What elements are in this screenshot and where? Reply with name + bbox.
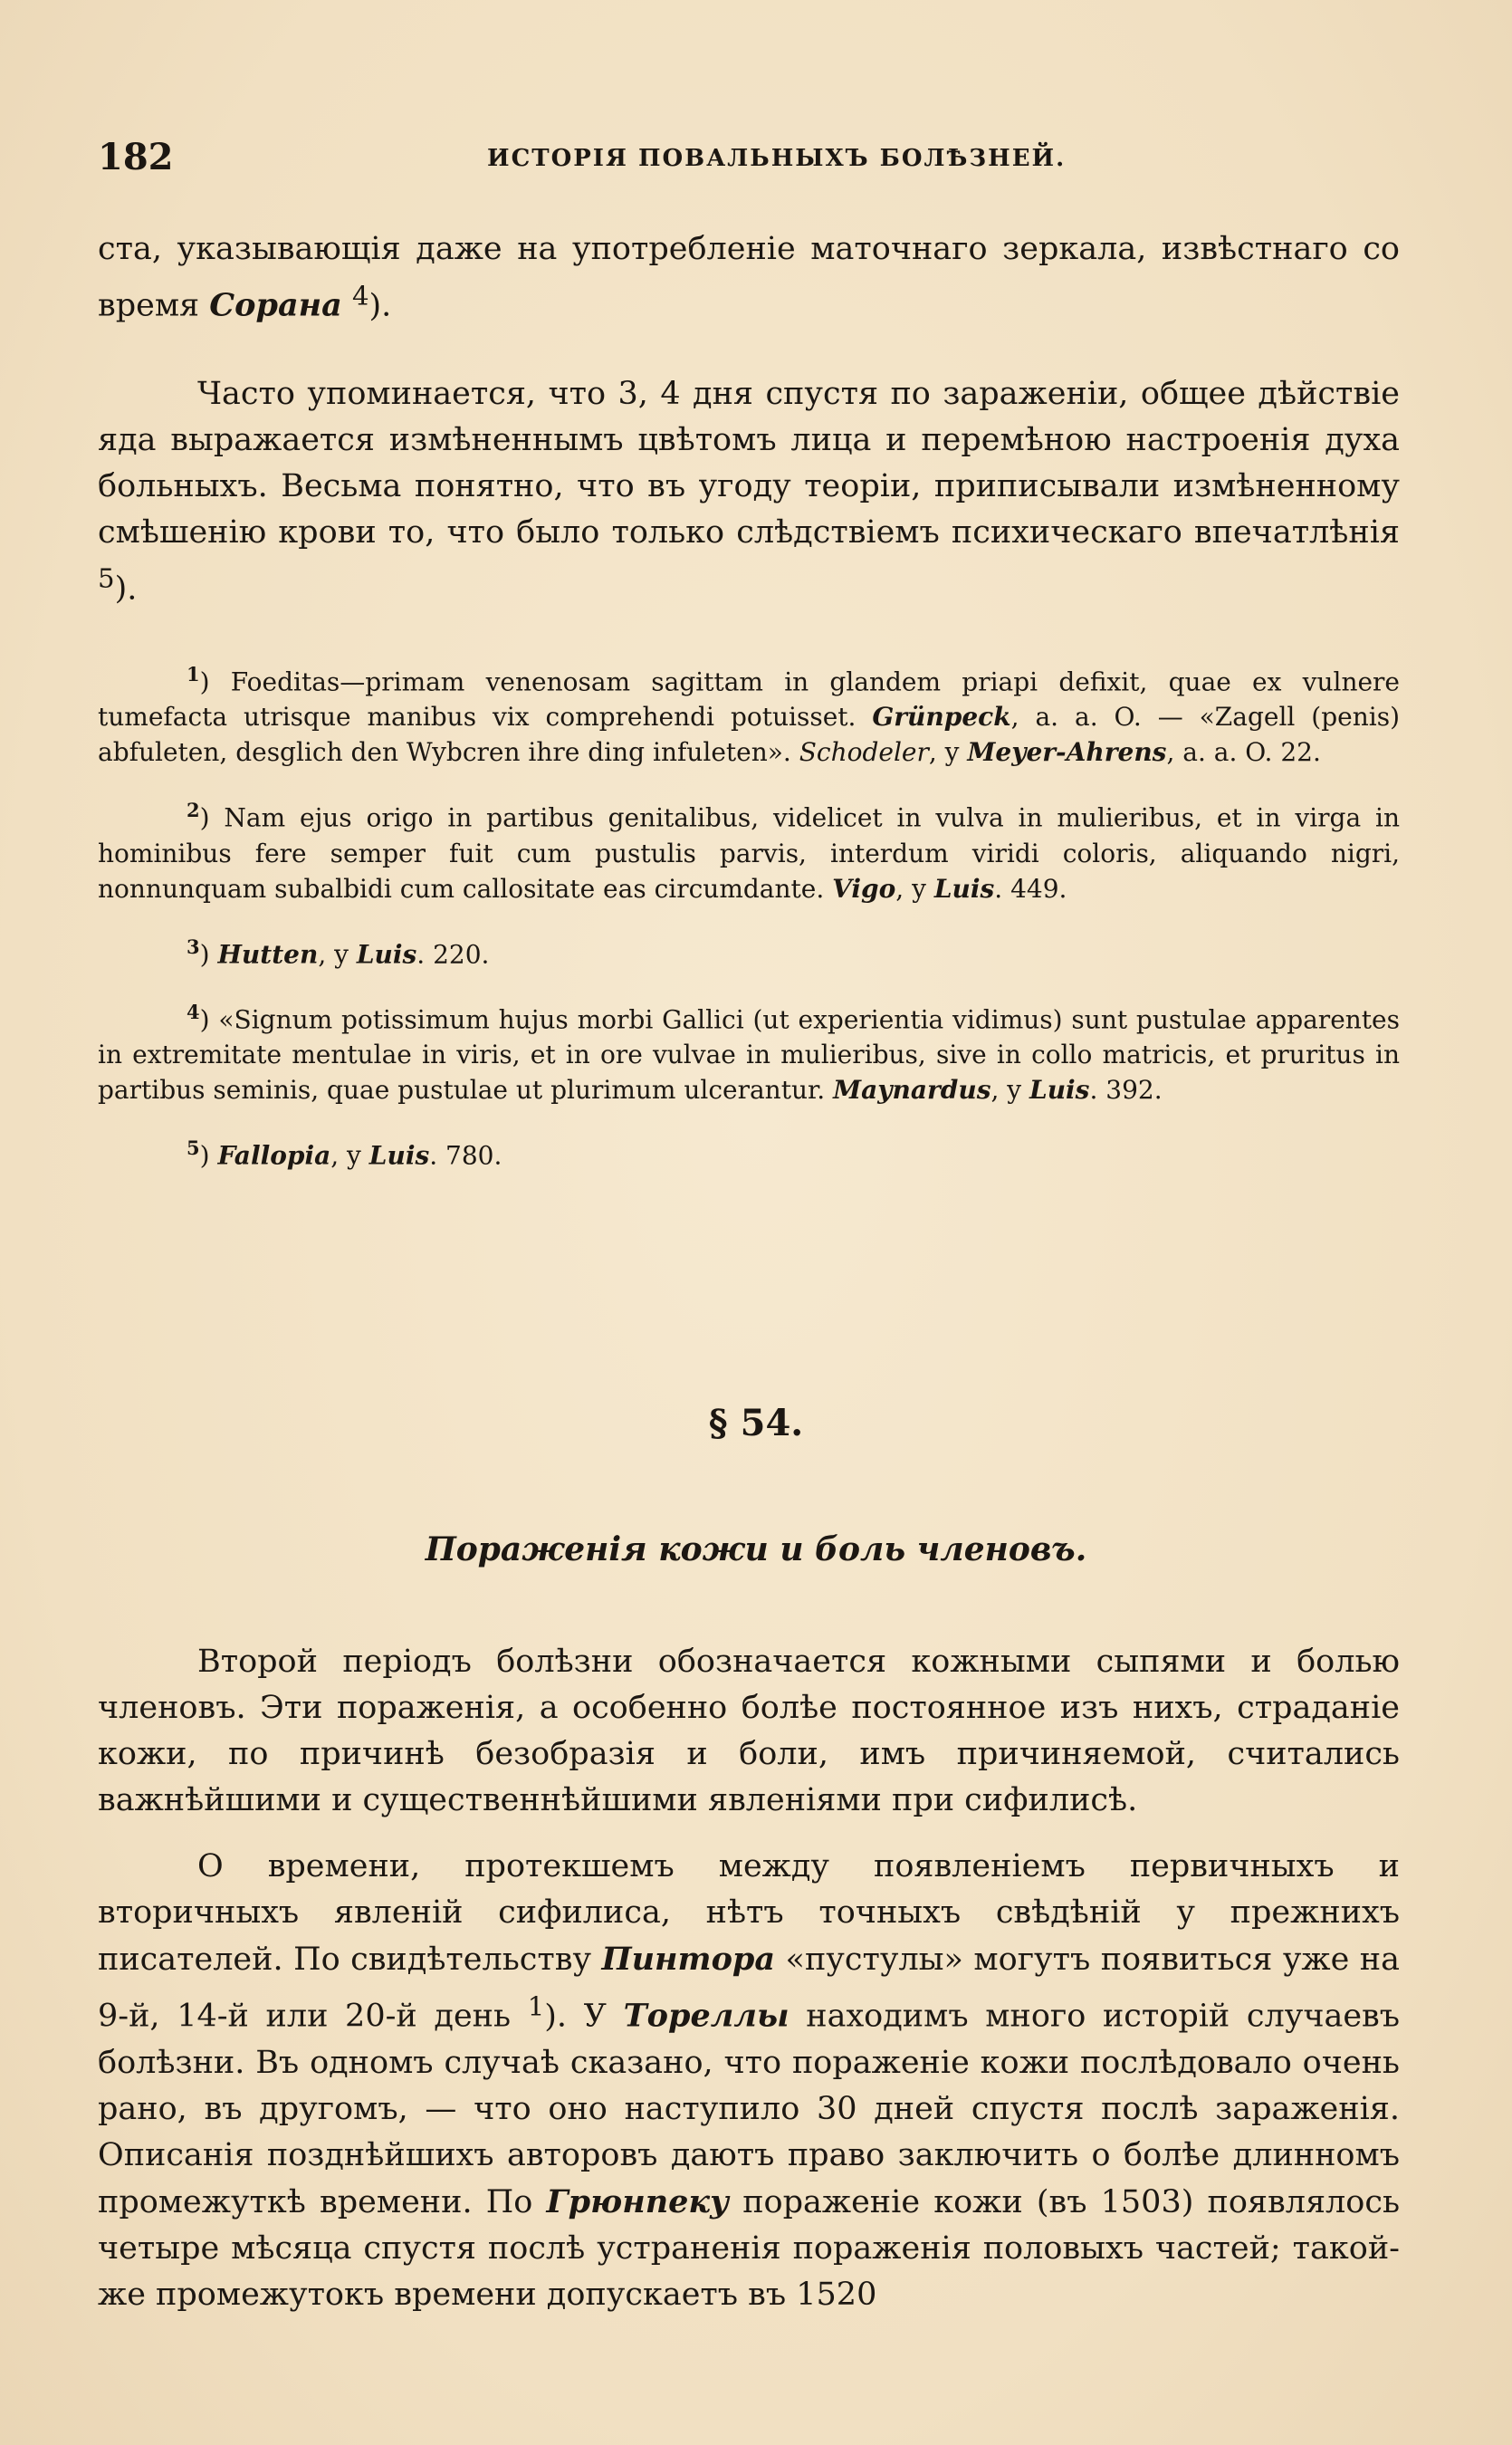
top-text <box>98 226 1400 612</box>
page-number: 182 <box>98 136 174 178</box>
author-name: Schodeler <box>799 737 929 768</box>
author-name: Тореллы <box>623 1997 789 2035</box>
source-name: Luis <box>368 1140 430 1171</box>
source-name: Luis <box>1029 1075 1090 1106</box>
footnote-3: $^3$) Hutten, y Luis. 220. <box>187 935 490 969</box>
source-name: Luis <box>933 873 995 904</box>
section-title: Пораженія кожи и боль членовъ. <box>425 1530 1087 1568</box>
paragraph: Часто упоминается, что 3, 4 дня спустя по зараженіи, общее дѣйствіе яда выражается измѣненнымъ цвѣтомъ лица и перемѣною настроенія духа больныхъ. Весьма понятно, что въ угоду теоріи, приписывали измѣненному смѣшенію крови то, что было только слѣдствіемъ психическаго впечатлѣнія $^5$). <box>98 375 1400 608</box>
paragraph-continued: ста, указывающія даже на употребленіе маточнаго зеркала, извѣстнаго со время Сорана $^4$). <box>98 231 1400 324</box>
author-name: Meyer-Ahrens <box>967 737 1167 768</box>
author-name: Сорана <box>209 286 342 324</box>
paragraph: Второй періодъ болѣзни обозначается кожными сыпями и болью членовъ. Эти пораженія, а особенно болѣе постоянное изъ нихъ, страданіе кожи, по причинѣ безобразія и боли, имъ причиняемой, считались важнѣйшими и существеннѣйшими явленіями при сифилисѣ. <box>98 1644 1400 1818</box>
page-header <box>98 136 1402 190</box>
footnote-5: $^5$) Fallopia, y Luis. 780. <box>187 1136 502 1171</box>
running-title: ИСТОРІЯ ПОВАЛЬНЫХЪ БОЛѢЗНЕЙ. <box>487 145 1067 172</box>
author-name: Grünpeck <box>872 702 1011 733</box>
footnote-ref: $^5$) <box>98 562 128 608</box>
footnotes <box>98 657 1400 1196</box>
footnote-ref: $^4$) <box>351 280 382 324</box>
footnote-4: $^4$) «Signum potissimum hujus morbi Gallici (ut experientia vidimus) sunt pustulae apparentes in extremitate mentulae in viris, et in ore vulvae in mulieribus, sive in collo matricis, et pruritus in partibus seminis, quae pustulae ut plurimum ulcerantur. Maynardus, y Luis. 392. <box>98 1000 1400 1106</box>
author-name: Hutten <box>217 938 319 969</box>
author-name: Vigo <box>832 873 896 904</box>
section-body <box>98 1639 1400 2318</box>
section-number: § 54. <box>708 1402 804 1444</box>
source-name: Luis <box>356 938 417 969</box>
author-name: Пинтора <box>601 1941 776 1978</box>
author-name: Fallopia <box>217 1140 331 1171</box>
footnote-1: $^1$) Foeditas—primam venenosam sagittam in glandem priapi defixit, quae ex vulnere tumefacta utrisque manibus vix comprehendi potuisset. Grünpeck, a. a. O. — «Zagell (penis) abfuleten, desglich den Wybcren ihre ding infuleten». Schodeler, y Meyer-Ahrens, a. a. O. 22. <box>98 663 1401 768</box>
paragraph: О времени, протекшемъ между появленіемъ первичныхъ и вторичныхъ явленій сифилиса, нѣтъ точныхъ свѣдѣній у прежнихъ писателей. По свидѣтельству Пинтора «пустулы» могутъ появиться уже на 9-й, 14-й или 20-й день $^1$). У Тореллы находимъ много исторій случаевъ болѣзни. Въ одномъ случаѣ сказано, что пораженіе кожи послѣдовало очень рано, въ другомъ, — что оно наступило 30 дней спустя послѣ зараженія. Описанія позднѣйшихъ авторовъ даютъ право заключить о болѣе длинномъ промежуткѣ времени. По Грюнпеку пораженіе кожи (въ 1503) появлялось четыре мѣсяца спустя послѣ устраненія пораженія половыхъ частей; такой-же промежутокъ времени допускаетъ въ 1520 <box>98 1848 1401 2313</box>
author-name: Грюнпеку <box>546 2182 730 2220</box>
author-name: Maynardus <box>833 1075 991 1106</box>
footnote-ref: $^1$) <box>527 1990 557 2035</box>
footnote-2: $^2$) Nam ejus origo in partibus genitalibus, videlicet in vulva in mulieribus, et in virga in hominibus fere semper fuit cum pustulis parvis, interdum viridi coloris, aliquando nigri, nonnunquam subalbidi cum callositate eas circumdante. Vigo, y Luis. 449. <box>98 799 1400 904</box>
